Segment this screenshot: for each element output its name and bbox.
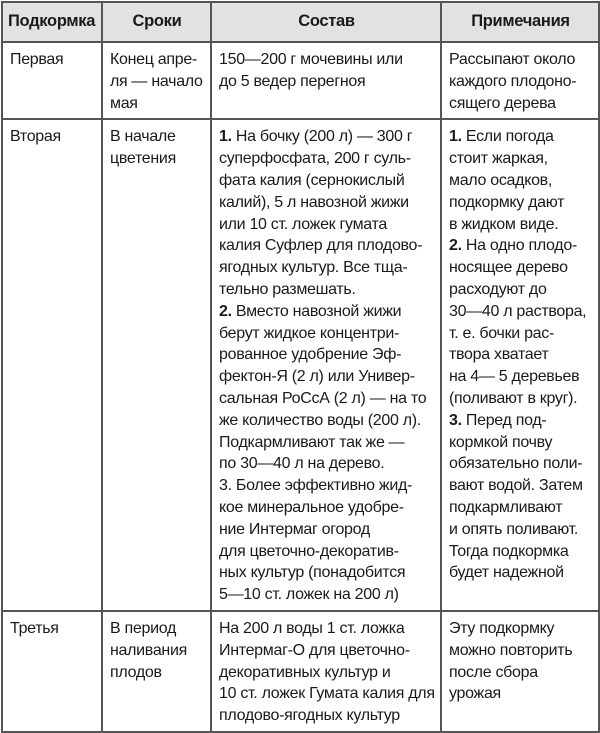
text-line [219, 301, 434, 323]
line-text: будет надежной [449, 564, 564, 582]
line-text: Тогда подкормка [449, 542, 569, 560]
line-text: для цветочно-декоратив- [219, 542, 399, 560]
cell-composition [211, 42, 441, 119]
text-line [449, 344, 592, 366]
line-text: фата калия (сернокислый [219, 171, 405, 189]
line-text: 3. Более эффективно жид- [219, 477, 413, 495]
text-line: цветения [110, 150, 176, 168]
text-line [219, 640, 434, 662]
line-text: кое минеральное удобре- [219, 498, 404, 516]
text-line [219, 683, 434, 705]
line-text: подкормку дают [449, 193, 565, 211]
text-line [449, 519, 592, 541]
text-line: Конец апре- [110, 51, 197, 68]
text-line [449, 235, 592, 257]
cell-name [2, 42, 102, 119]
text-line [449, 453, 592, 475]
line-text: по 30—40 л на дерево. [219, 455, 385, 473]
line-text: мало осадков, [449, 171, 553, 189]
text-line [449, 432, 592, 454]
text-line [219, 170, 434, 192]
line-text: вают водой. Затем [449, 477, 583, 495]
text-line [449, 541, 592, 563]
line-text: ние Интермаг огород [219, 520, 370, 538]
text-line [449, 683, 592, 705]
line-text: фектон-Я (2 л) или Универ- [219, 368, 415, 386]
cell-composition [211, 611, 441, 732]
line-text: рованное удобрение Эф- [219, 346, 402, 364]
line-text: (поливают в круг). [449, 389, 578, 407]
line-text: калий), 5 л навозной жижи [219, 193, 409, 211]
text-line [219, 366, 434, 388]
cell-timing [102, 119, 211, 611]
text-line: Первая [10, 51, 64, 68]
line-text: кормкой почву [449, 433, 553, 451]
cell-name [2, 611, 102, 732]
line-text: Рассыпают около [449, 51, 576, 68]
text-line [219, 497, 434, 519]
text-line [219, 214, 434, 236]
feeding-table [1, 1, 600, 733]
line-text: калия Суфлер для плодово- [219, 237, 423, 255]
text-line [449, 640, 592, 662]
text-line [449, 257, 592, 279]
text-line [219, 519, 434, 541]
text-line: Вторая [10, 128, 61, 146]
text-line [449, 49, 592, 71]
text-line: плодов [110, 663, 162, 681]
line-text: после сбора [449, 663, 538, 681]
line-text: 30—40 л раствора, [449, 302, 587, 320]
text-line [449, 323, 592, 345]
item-number: 3. [449, 411, 462, 429]
item-number: 1. [449, 128, 462, 146]
line-text: плодово-ягодных культур [219, 707, 400, 725]
text-line [219, 192, 434, 214]
line-text: Подкармливают так же — [219, 433, 405, 451]
cell-notes [441, 42, 599, 119]
text-line [449, 366, 592, 388]
text-line [219, 323, 434, 345]
header-composition: Состав [211, 2, 441, 42]
table-row [2, 611, 599, 732]
header-row [2, 2, 599, 42]
line-text: в жидком виде. [449, 215, 559, 233]
text-line [219, 235, 434, 257]
line-text: На 200 л воды 1 ст. ложка [219, 619, 405, 637]
cell-composition [211, 119, 441, 611]
text-line [449, 562, 592, 584]
line-text: 5—10 ст. ложек на 200 л) [219, 586, 399, 604]
text-line [219, 49, 434, 71]
header-feeding: Подкормка [2, 2, 102, 42]
line-text: На бочку (200 л) — 300 г [231, 128, 413, 146]
text-line [219, 662, 434, 684]
cell-name [2, 119, 102, 611]
item-number: 1. [219, 128, 232, 146]
line-text: на 4— 5 деревьев [449, 368, 580, 386]
text-line: мая [110, 94, 138, 112]
cell-notes [441, 119, 599, 611]
line-text: Перед под- [461, 411, 547, 429]
line-text: сящего дерева [449, 94, 556, 112]
text-line [449, 170, 592, 192]
text-line [219, 410, 434, 432]
text-line [449, 618, 592, 640]
line-text: На одно плодо- [461, 237, 577, 255]
text-line [219, 71, 434, 93]
line-text: суперфосфата, 200 г суль- [219, 150, 411, 168]
line-text: стоит жаркая, [449, 150, 548, 168]
line-text: 150—200 г мочевины или [219, 51, 403, 68]
text-line [219, 279, 434, 301]
line-text: твора хватает [449, 346, 549, 364]
text-line [219, 453, 434, 475]
text-line [219, 618, 434, 640]
text-line [219, 584, 434, 606]
line-text: носящее дерево [449, 259, 568, 277]
line-text: Эту подкормку [449, 619, 555, 637]
text-line [219, 126, 434, 148]
text-line [449, 126, 592, 148]
line-text: расходуют до [449, 280, 547, 298]
text-line [449, 214, 592, 236]
header-notes: Примечания [441, 2, 599, 42]
text-line [219, 562, 434, 584]
header-timing: Сроки [102, 2, 211, 42]
line-text: можно повторить [449, 641, 573, 659]
text-line [219, 257, 434, 279]
line-text: берут жидкое концентри- [219, 324, 399, 342]
text-line [449, 388, 592, 410]
text-line [219, 344, 434, 366]
text-line [219, 148, 434, 170]
line-text: обязательно поли- [449, 455, 583, 473]
line-text: тельно размешать. [219, 280, 356, 298]
text-line: наливания [110, 641, 187, 659]
text-line [219, 475, 434, 497]
line-text: т. е. бочки рас- [449, 324, 554, 342]
text-line: В период [110, 619, 176, 637]
text-line [449, 279, 592, 301]
text-line [449, 475, 592, 497]
line-text: или 10 ст. ложек гумата [219, 215, 387, 233]
line-text: Если погода [461, 128, 554, 146]
text-line [449, 301, 592, 323]
text-line [219, 432, 434, 454]
text-line [449, 192, 592, 214]
cell-timing [102, 42, 211, 119]
text-line [449, 93, 592, 115]
cell-notes [441, 611, 599, 732]
text-line [449, 148, 592, 170]
text-line [449, 662, 592, 684]
line-text: декоративных культур и [219, 663, 391, 681]
item-number: 2. [219, 302, 232, 320]
text-line [449, 410, 592, 432]
item-number: 2. [449, 237, 462, 255]
line-text: ягодных культур. Все тща- [219, 259, 408, 277]
text-line: В начале [110, 128, 176, 146]
table-row [2, 119, 599, 611]
text-line [219, 705, 434, 727]
table-row [2, 42, 599, 119]
line-text: 10 ст. ложек Гумата калия для [219, 685, 435, 703]
line-text: Интермаг-О для цветочно- [219, 641, 410, 659]
text-line: Третья [10, 619, 59, 637]
line-text: Вместо навозной жижи [231, 302, 402, 320]
text-line [449, 71, 592, 93]
line-text: подкармливают [449, 498, 563, 516]
line-text: ных культур (понадобится [219, 564, 406, 582]
cell-timing [102, 611, 211, 732]
text-line [219, 388, 434, 410]
line-text: урожая [449, 685, 501, 703]
text-line [219, 541, 434, 563]
line-text: и опять поливают. [449, 520, 578, 538]
line-text: же количество воды (200 л). [219, 411, 421, 429]
line-text: до 5 ведер перегноя [219, 72, 366, 90]
line-text: сальная РоСсА (2 л) — на то [219, 389, 427, 407]
text-line: ля — начало [110, 72, 203, 90]
line-text: каждого плодоно- [449, 72, 577, 90]
text-line [449, 497, 592, 519]
